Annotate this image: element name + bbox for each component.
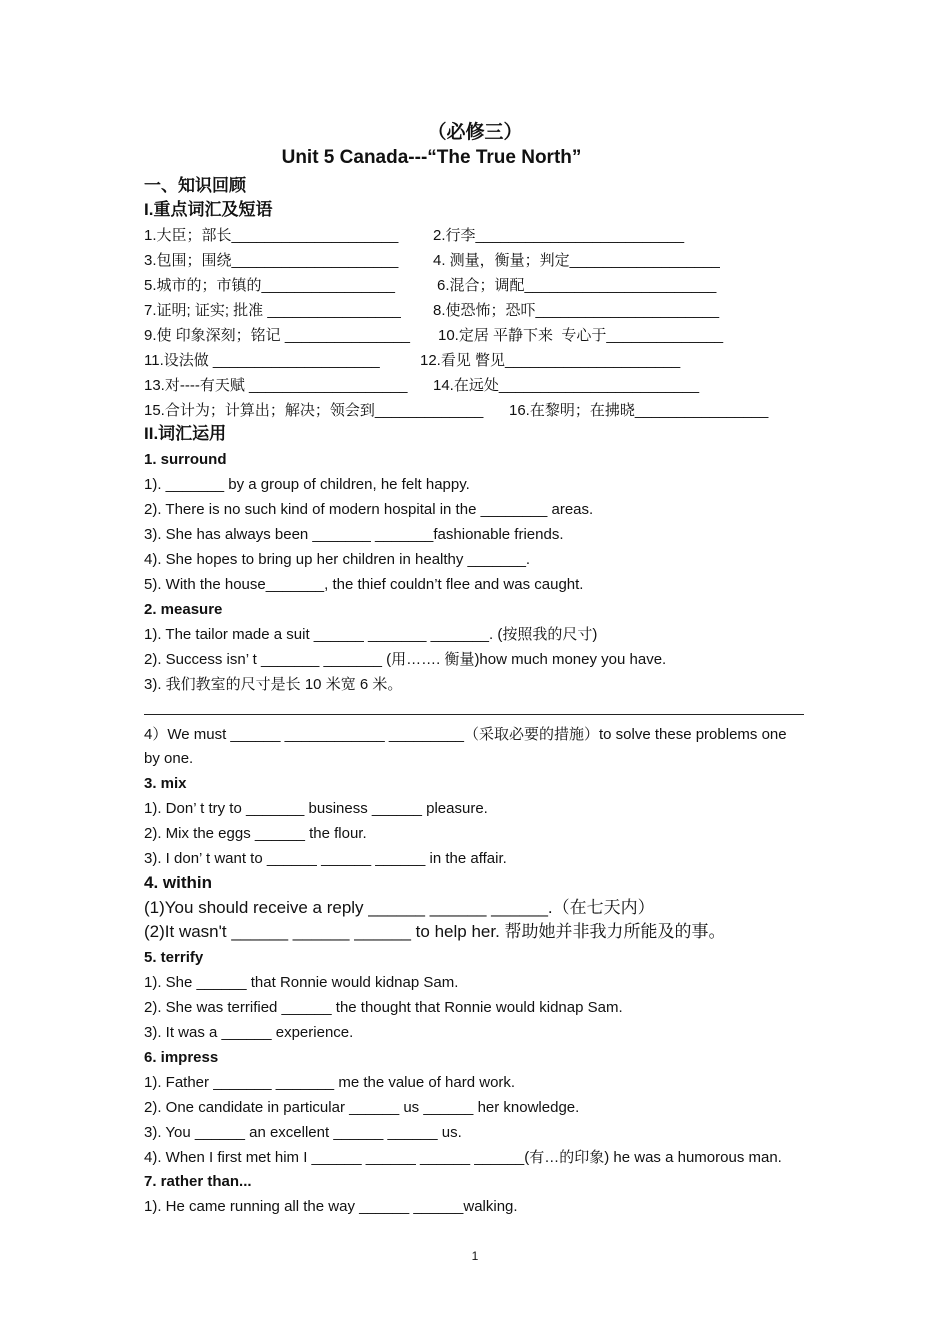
vocab-item-1: 1.大臣；部长____________________ (144, 227, 399, 244)
surround-item-5: 5). With the house_______, the thief couldn’t flee and was caught. (144, 576, 584, 593)
within-title: 4. within (144, 873, 212, 892)
vocab-item-15: 15.合计为；计算出；解决；领会到_____________ (144, 402, 484, 419)
measure-item-2: 2). Success isn’ t _______ _______ (用……. 衡量)how much money you have. (144, 651, 667, 668)
vocab-item-5: 5.城市的；市镇的________________ (144, 277, 395, 294)
vocab-item-7: 7.证明; 证实; 批准 ________________ (144, 302, 401, 319)
measure-item-4-cont: by one. (144, 750, 194, 767)
surround-item-1: 1). _______ by a group of children, he felt happy. (144, 476, 470, 493)
mix-title: 3. mix (144, 775, 187, 792)
vocab-item-16: 16.在黎明；在拂晓________________ (509, 402, 769, 419)
review-heading: 一、知识回顾 (144, 176, 246, 195)
rather-than-title: 7. rather than... (144, 1173, 252, 1190)
surround-item-4: 4). She hopes to bring up her children in healthy _______. (144, 551, 531, 568)
measure-item-3: 3). 我们教室的尺寸是长 10 米宽 6 米。 (144, 676, 403, 693)
measure-item-4: 4）We must ______ ____________ _________（采取必要的措施）to solve these problems one (144, 726, 787, 743)
terrify-item-3: 3). It was a ______ experience. (144, 1024, 354, 1041)
book-label: （必修三） (427, 122, 523, 143)
vocab-item-2: 2.行李_________________________ (433, 227, 685, 244)
impress-item-1: 1). Father _______ _______ me the value of hard work. (144, 1074, 516, 1091)
surround-item-3: 3). She has always been _______ _______fashionable friends. (144, 526, 564, 543)
page-number: 1 (471, 1249, 479, 1263)
vocab-item-4: 4. 测量，衡量；判定__________________ (433, 252, 720, 269)
impress-item-4: 4). When I first met him I ______ ______ ______ ______(有…的印象) he was a humorous man. (144, 1149, 782, 1166)
mix-item-2: 2). Mix the eggs ______ the flour. (144, 825, 367, 842)
impress-title: 6. impress (144, 1049, 219, 1066)
impress-item-3: 3). You ______ an excellent ______ ______ us. (144, 1124, 462, 1141)
surround-item-2: 2). There is no such kind of modern hospital in the ________ areas. (144, 501, 594, 518)
terrify-item-1: 1). She ______ that Ronnie would kidnap Sam. (144, 974, 459, 991)
measure-item-1: 1). The tailor made a suit ______ _______ _______. (按照我的尺寸) (144, 626, 598, 643)
vocab-item-10: 10.定居 平静下来 专心于______________ (438, 327, 724, 344)
vocab-item-13: 13.对----有天赋 ___________________ (144, 377, 408, 394)
measure-title: 2. measure (144, 601, 223, 618)
usage-heading: II.词汇运用 (144, 424, 227, 443)
within-item-2: (2)It wasn't ______ ______ ______ to help her. 帮助她并非我力所能及的事。 (144, 922, 726, 941)
rather-than-item-1: 1). He came running all the way ______ ______walking. (144, 1198, 518, 1215)
vocab-item-9: 9.使 印象深刻；铭记 _______________ (144, 327, 410, 344)
terrify-item-2: 2). She was terrified ______ the thought that Ronnie would kidnap Sam. (144, 999, 623, 1016)
vocab-item-3: 3.包围；围绕____________________ (144, 252, 399, 269)
impress-item-2: 2). One candidate in particular ______ us ______ her knowledge. (144, 1099, 580, 1116)
vocab-item-11: 11.设法做 ____________________ (144, 352, 380, 369)
answer-line (144, 714, 804, 715)
vocab-heading: I.重点词汇及短语 (144, 200, 273, 219)
vocab-item-12: 12.看见 瞥见_____________________ (420, 352, 681, 369)
terrify-title: 5. terrify (144, 949, 204, 966)
mix-item-3: 3). I don’ t want to ______ ______ ______ in the affair. (144, 850, 507, 867)
vocab-item-6: 6.混合；调配_______________________ (437, 277, 717, 294)
vocab-item-8: 8.使恐怖；恐吓______________________ (433, 302, 720, 319)
surround-title: 1. surround (144, 451, 227, 468)
within-item-1: (1)You should receive a reply ______ ______ ______.（在七天内） (144, 898, 655, 917)
mix-item-1: 1). Don’ t try to _______ business ______ pleasure. (144, 800, 488, 817)
vocab-item-14: 14.在远处________________________ (433, 377, 700, 394)
unit-title: Unit 5 Canada---“The True North” (281, 147, 582, 168)
